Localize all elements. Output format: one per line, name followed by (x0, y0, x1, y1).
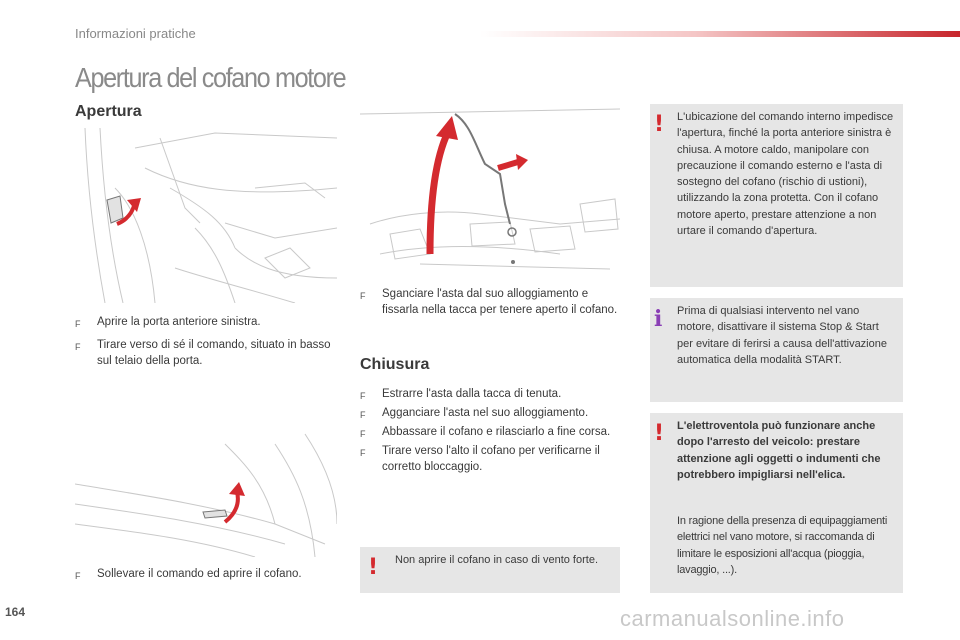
warning-box-location (650, 104, 903, 287)
door-lever-illustration (75, 128, 337, 303)
warning-text: L'ubicazione del comando interno impedisce l'apertura, finché la porta anteriore sinistra è chiusa. A motore caldo, manipolare con precauzione il comando esterno e l'asta di sostegno del cofano (rischio di ustioni), utilizzando la zona protetta. Con il cofano motore aperto, prestare attenzione a non urtare il comando d'apertura. (677, 111, 894, 238)
list-item: F Sollevare il comando ed aprire il cofano. (75, 566, 337, 584)
figure-door-lever (75, 128, 337, 303)
header-accent-bar (480, 31, 960, 37)
prop-rod-illustration (360, 104, 620, 277)
warning-box-fan (650, 413, 903, 593)
warning-text-bold: L'elettroventola può funzionare anche dopo l'arresto del veicolo: prestare attenzione agli oggetti o indumenti che potrebbero impigliarsi nell'elica. (677, 420, 881, 481)
step-marker-icon: F (75, 571, 81, 581)
info-box-stop-start (650, 298, 903, 402)
warning-icon: ! (654, 112, 665, 137)
info-text: Prima di qualsiasi intervento nel vano motore, disattivare il sistema Stop & Start per evitare di ferirsi a causa dell'attivazione automatica della modalità START. (677, 305, 887, 366)
apertura-step-bottom (75, 566, 337, 584)
list-item: F Tirare verso l'alto il cofano per verificarne il corretto bloccaggio. (360, 445, 600, 473)
step-marker-icon: F (360, 448, 366, 458)
figure-prop-rod (360, 104, 620, 277)
page-number: 164 (5, 605, 26, 619)
list-item: F Estrarre l'asta dalla tacca di tenuta. (360, 386, 622, 404)
section-label: Informazioni pratiche (75, 26, 196, 41)
page-title: Apertura del cofano motore (75, 62, 346, 93)
heading-chiusura: Chiusura (360, 356, 430, 373)
list-item: F Aprire la porta anteriore sinistra. (75, 314, 335, 332)
step-marker-icon: F (360, 410, 366, 420)
list-item: F Agganciare l'asta nel suo alloggiamento. (360, 405, 622, 423)
warning-text: Non aprire il cofano in caso di vento forte. (395, 554, 599, 566)
list-item: F Tirare verso di sé il comando, situato in basso sul telaio della porta. (75, 339, 331, 367)
warning-icon: ! (368, 555, 379, 580)
step-marker-icon: F (75, 319, 81, 329)
apertura-step-right (360, 286, 620, 318)
warning-box-wind (360, 547, 620, 593)
apertura-steps (75, 314, 335, 369)
list-item: F Abbassare il cofano e rilasciarlo a fine corsa. (360, 424, 622, 442)
hood-lever-illustration (75, 384, 337, 557)
chiusura-steps (360, 386, 622, 476)
info-icon: i (654, 306, 663, 332)
step-marker-icon: F (75, 342, 81, 352)
warning-text: In ragione della presenza di equipaggiamenti elettrici nel vano motore, si raccomanda di limitare le esposizioni all'acqua (pioggia, lavaggio, ...). (677, 515, 888, 576)
warning-icon: ! (654, 421, 665, 446)
figure-hood-lever (75, 384, 337, 557)
watermark: carmanualsonline.info (620, 606, 845, 631)
step-marker-icon: F (360, 429, 366, 439)
list-item: F Sganciare l'asta dal suo alloggiamento e fissarla nella tacca per tenere aperto il cofano. (360, 288, 618, 316)
step-marker-icon: F (360, 291, 366, 301)
heading-apertura: Apertura (75, 103, 142, 120)
step-marker-icon: F (360, 391, 366, 401)
